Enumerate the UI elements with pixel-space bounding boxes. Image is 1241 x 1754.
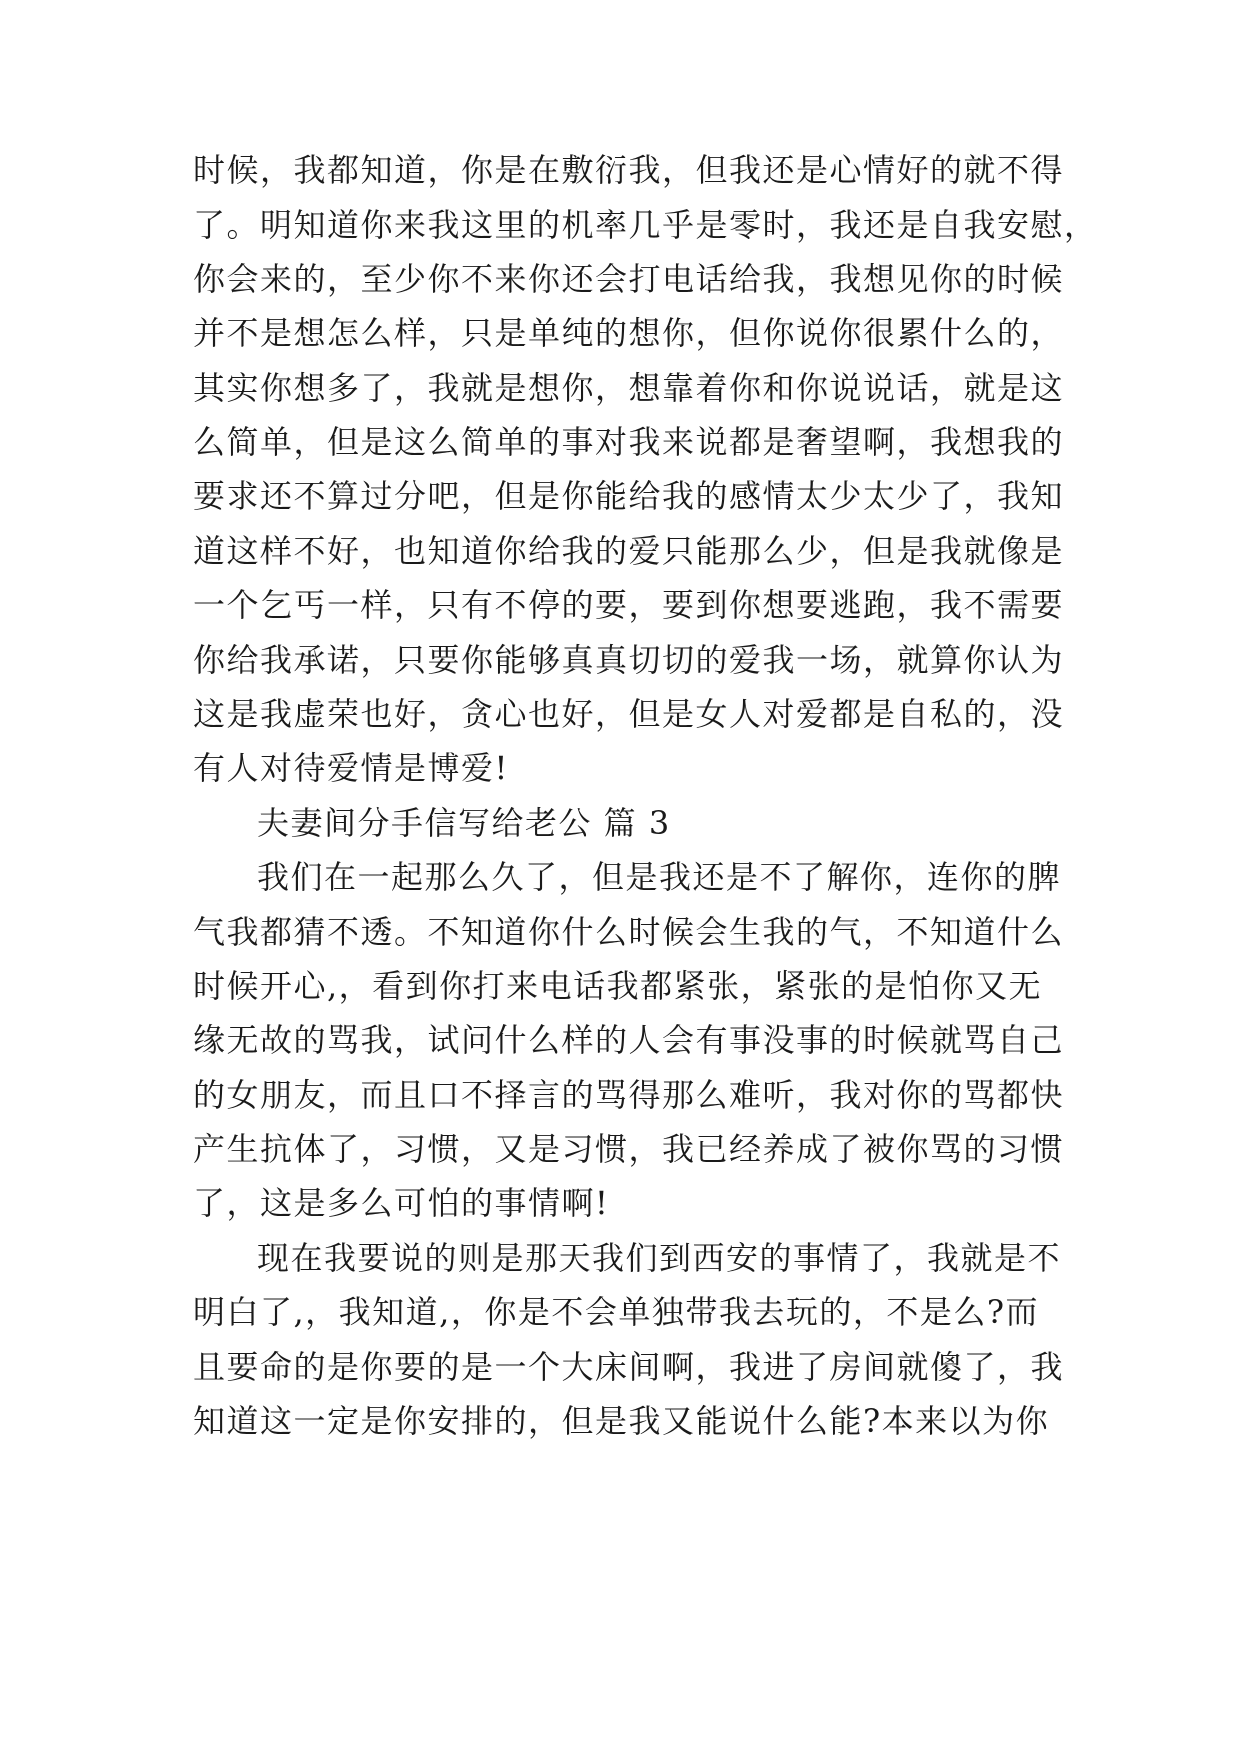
paragraph-2-line: 产生抗体了，习惯，又是习惯，我已经养成了被你骂的习惯 xyxy=(193,1130,1065,1168)
paragraph-2-line: 的女朋友，而且口不择言的骂得那么难听，我对你的骂都快 xyxy=(193,1076,1065,1114)
paragraph-1-line: 有人对待爱情是博爱! xyxy=(193,749,509,787)
paragraph-1-line: 道这样不好，也知道你给我的爱只能那么少，但是我就像是 xyxy=(193,532,1065,570)
paragraph-1-line: 其实你想多了，我就是想你，想靠着你和你说说话，就是这 xyxy=(193,369,1065,407)
paragraph-2-line: 时候开心,，看到你打来电话我都紧张，紧张的是怕你又无 xyxy=(193,967,1043,1005)
paragraph-1-line: 了。明知道你来我这里的机率几乎是零时，我还是自我安慰， xyxy=(193,206,1098,244)
paragraph-2-line: 气我都猜不透。不知道你什么时候会生我的气，不知道什么 xyxy=(193,913,1065,951)
paragraph-2-line: 我们在一起那么久了，但是我还是不了解你，连你的脾 xyxy=(257,858,1062,896)
paragraph-3-line: 且要命的是你要的是一个大床间啊，我进了房间就傻了，我 xyxy=(193,1348,1065,1386)
paragraph-1-line: 并不是想怎么样，只是单纯的想你，但你说你很累什么的， xyxy=(193,314,1065,352)
paragraph-1-line: 你给我承诺，只要你能够真真切切的爱我一场，就算你认为 xyxy=(193,641,1065,679)
paragraph-2-line: 缘无故的骂我，试问什么样的人会有事没事的时候就骂自己 xyxy=(193,1021,1065,1059)
paragraph-2-line: 了，这是多么可怕的事情啊! xyxy=(193,1184,610,1222)
paragraph-3-line: 知道这一定是你安排的，但是我又能说什么能?本来以为你 xyxy=(193,1402,1050,1440)
paragraph-3-line: 现在我要说的则是那天我们到西安的事情了，我就是不 xyxy=(257,1239,1062,1277)
paragraph-1-line: 时候，我都知道，你是在敷衍我，但我还是心情好的就不得 xyxy=(193,151,1065,189)
section-heading: 夫妻间分手信写给老公 篇 3 xyxy=(257,804,671,842)
paragraph-1-line: 么简单，但是这么简单的事对我来说都是奢望啊，我想我的 xyxy=(193,423,1065,461)
paragraph-1-line: 一个乞丐一样，只有不停的要，要到你想要逃跑，我不需要 xyxy=(193,586,1065,624)
paragraph-3-line: 明白了,，我知道,，你是不会单独带我去玩的，不是么?而 xyxy=(193,1293,1040,1331)
paragraph-1-line: 这是我虚荣也好，贪心也好，但是女人对爱都是自私的，没 xyxy=(193,695,1065,733)
paragraph-1-line: 要求还不算过分吧，但是你能给我的感情太少太少了，我知 xyxy=(193,477,1065,515)
paragraph-1-line: 你会来的，至少你不来你还会打电话给我，我想见你的时候 xyxy=(193,260,1065,298)
